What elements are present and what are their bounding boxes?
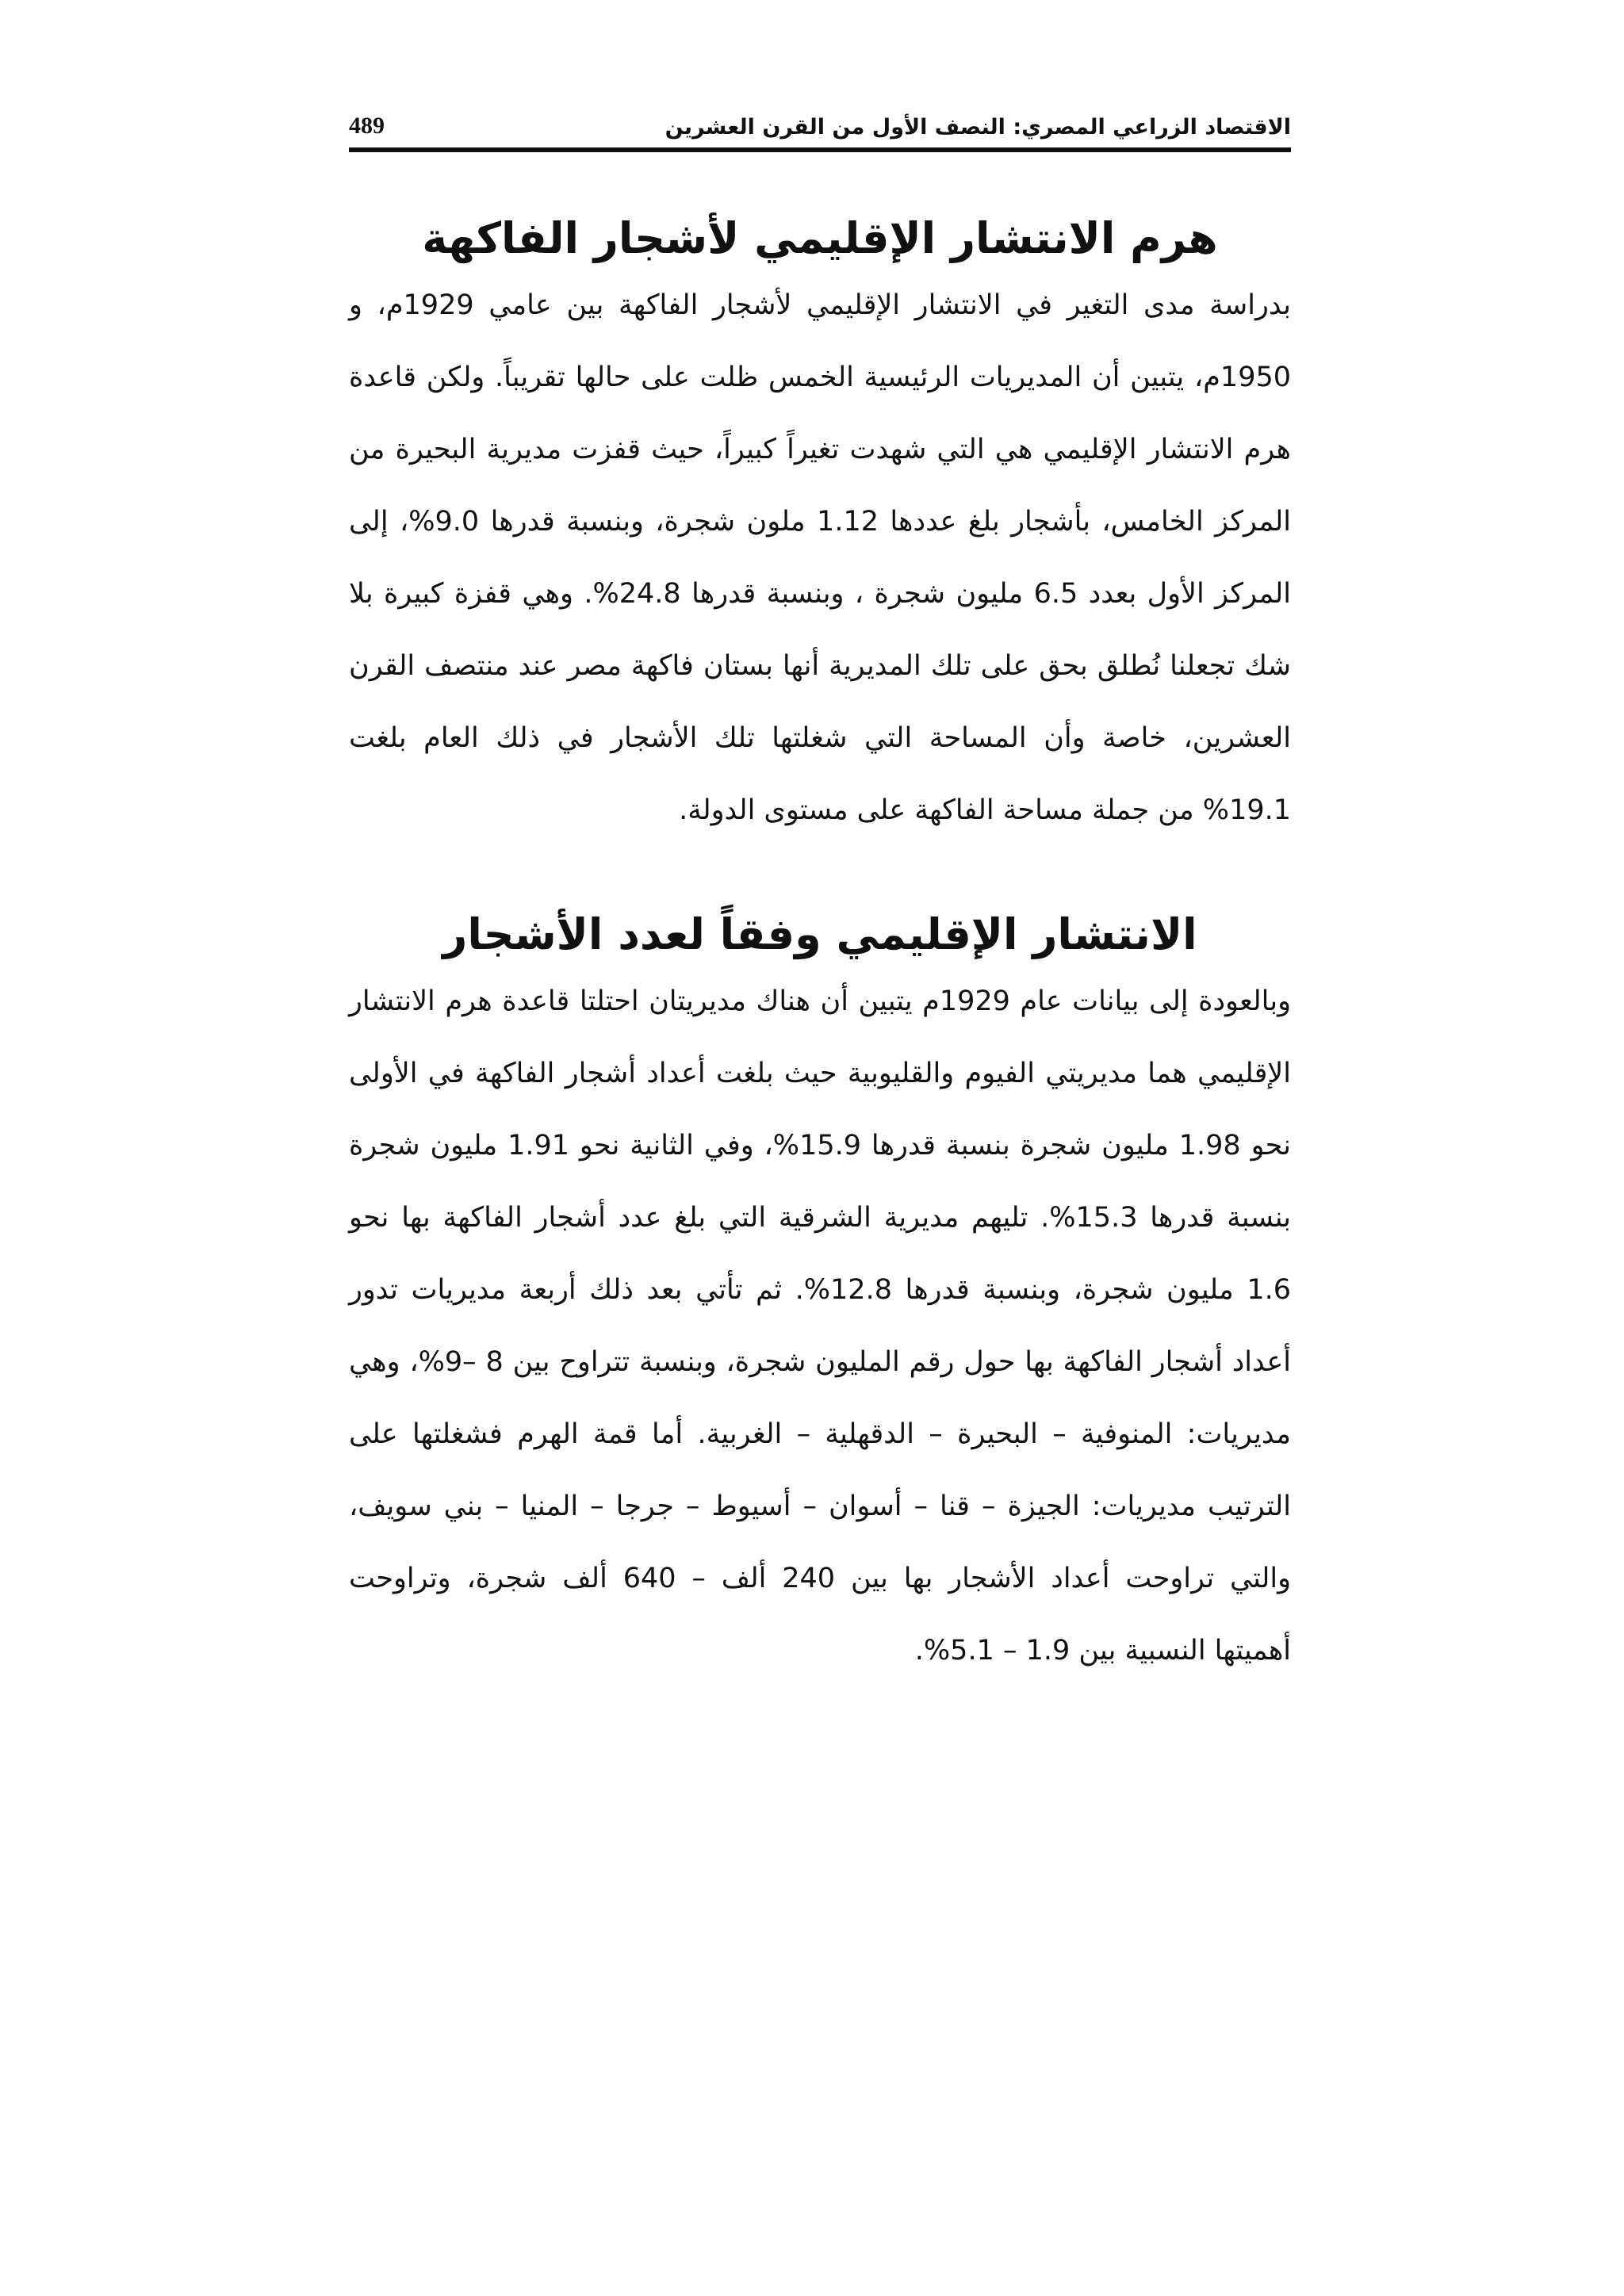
section-tree-count-distribution	[349, 904, 1291, 1687]
section-heading: الانتشار الإقليمي وفقاً لعدد الأشجار	[442, 909, 1197, 959]
section-paragraph: بدراسة مدى التغير في الانتشار الإقليمي لأشجار الفاكهة بين عامي 1929م، و 1950م، يتبين أن المديريات الرئيسية الخمس ظلت على حالها تقريباً. ولكن قاعدة هرم الانتشار الإقليمي هي التي شهدت تغيراً كبيراً، حيث قفزت مديرية البحيرة من المركز الخامس، بأشجار بلغ عددها 1.12 ملون شجرة، وبنسبة قدرها 9.0%، إلى المركز الأول بعدد 6.5 مليون شجرة ، وبنسبة قدرها 24.8%. وهي قفزة كبيرة بلا شك تجعلنا نُطلق بحق على تلك المديرية أنها بستان فاكهة مصر عند منتصف القرن العشرين، خاصة وأن المساحة التي شغلتها تلك الأشجار في ذلك العام بلغت 19.1% من جملة مساحة الفاكهة على مستوى الدولة.	[349, 289, 1292, 826]
section-heading: هرم الانتشار الإقليمي لأشجار الفاكهة	[422, 213, 1218, 263]
page-header	[349, 95, 1291, 152]
section-fruit-pyramid	[349, 208, 1291, 847]
section-paragraph: وبالعودة إلى بيانات عام 1929م يتبين أن هناك مديريتان احتلتا قاعدة هرم الانتشار الإقليمي هما مديريتي الفيوم والقليوبية حيث بلغت أعداد أشجار الفاكهة في الأولى نحو 1.98 مليون شجرة بنسبة قدرها 15.9%، وفي الثانية نحو 1.91 مليون شجرة بنسبة قدرها 15.3%. تليهم مديرية الشرقية التي بلغ عدد أشجار الفاكهة بها نحو 1.6 مليون شجرة، وبنسبة قدرها 12.8%. ثم تأتي بعد ذلك أربعة مديريات تدور أعداد أشجار الفاكهة بها حول رقم المليون شجرة، وبنسبة تتراوح بين 8 –9%، وهي مديريات: المنوفية – البحيرة – الدقهلية – الغربية. أما قمة الهرم فشغلتها على الترتيب مديريات: الجيزة – قنا – أسوان – أسيوط – جرجا – المنيا – بني سويف، والتي تراوحت أعداد الأشجار بها بين 240 ألف – 640 ألف شجرة، وتراوحت أهميتها النسبية بين 1.9 – 5.1%.	[349, 985, 1291, 1667]
running-title: الاقتصاد الزراعي المصري: النصف الأول من القرن العشرين	[665, 115, 1291, 140]
section-spacer	[349, 847, 1291, 904]
page-body	[349, 208, 1291, 1687]
page-number: 489	[349, 113, 385, 139]
